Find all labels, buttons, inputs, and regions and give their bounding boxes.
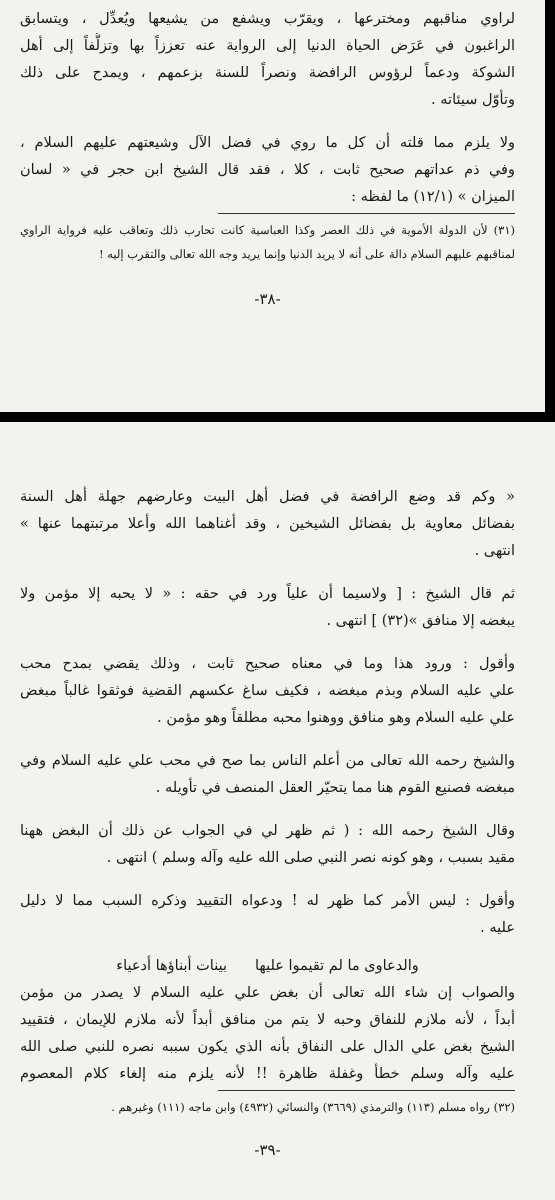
footnote-line: (٣١) لأن الدولة الأموية في ذلك العصر وكذا العباسية كانت تحارب ذلك وتعاقب عليه فرواية الراوي [20,223,515,237]
book-page-38 [0,0,545,412]
book-page-39 [0,422,555,1200]
footnote-line: لمناقبهم عليهم السلام دالة على أنه لا يريد الدنيا وإنما يريد وجه الله تعالى والتقرب إليه ! [98,247,515,261]
paragraph [20,651,515,732]
paragraph [20,818,515,872]
paragraph-continuation [20,6,515,114]
text-line: علي عليه السلام وهو منافق ووهنوا محبه مطلقاً وهو مؤمن . [157,710,515,726]
page-number: -٣٨- [254,290,281,308]
poetry-verse [20,952,515,980]
paragraph [20,748,515,802]
text-line: وأقول : ورود هذا وما في معناه صحيح ثابت ، وذلك يقضي بمدح محب [20,656,515,672]
text-line: أبداً ، لأنه ملازم للنفاق وحبه لا يتم من منافق أبداً لأنه ملازم للإيمان ، فتقييد [20,1012,515,1028]
text-line: وفي ذم عداتهم صحيح ثابت ، كلا ، فقد قال الشيخ ابن حجر في « لسان [20,162,515,178]
text-line: وقال الشيخ رحمه الله : ( ثم ظهر لي في الجواب عن ذلك أن البغض ههنا [20,823,515,839]
footnote [20,1095,515,1119]
paragraph [20,130,515,211]
paragraph [20,581,515,635]
text-line: الميزان » (١٢/١) ما لفظه : [351,189,515,205]
footnote [20,218,515,266]
paragraph [20,980,515,1088]
paragraph-quote [20,484,515,565]
text-line: ولا يلزم مما قلته أن كل ما روي في فضل الآل وشيعتهم عليهم السلام ، [20,135,515,151]
text-line: « وكم قد وضع الرافضة في فضل أهل البيت وعارضهم جهلة أهل السنة [20,489,515,505]
text-line: الراغبون في عَرَض الحياة الدنيا إلى الرواية عنه تعززاً بها وتزلُّفاً إلى أهل [20,38,515,54]
text-line: عليه . [480,920,515,936]
text-line: الشيخ بغض علي الدال على النفاق بأنه الذي يكون سببه نصره للنبي صلى الله [20,1039,515,1055]
text-line: وتأوّل سيئاته . [431,92,515,108]
text-line: بفضائل معاوية بل بفضائل الشيخين ، وقد أغناهما الله وأعلا مرتبتهما عنها » [20,516,515,532]
text-line: انتهى . [474,543,515,559]
footnote-line: (٣٢) رواه مسلم (١١٣) والترمذي (٣٦٦٩) والنسائي (٤٩٣٢) وابن ماجه (١١١) وغيرهم . [111,1100,515,1114]
paragraph [20,888,515,942]
text-line: يبغضه إلا منافق »(٣٢) ] انتهى . [326,613,515,629]
text-line: مبغضه فصنيع القوم هنا مما يتحيّر العقل المنصف في تأويله . [155,780,515,796]
footnote-divider [218,213,515,214]
verse-hemistich: والدعاوى ما لم تقيموا عليها [255,958,419,974]
text-line: عليه وآله وسلم خطأ وغفلة ظاهرة !! لأنه يلزم منه إلغاء كلام المعصوم [20,1066,515,1082]
text-line: الشوكة ودعماً لرؤوس الرافضة ونصراً للسنة بزعمهم ، ويمدح على ذلك [20,65,515,81]
text-line: لراوي مناقبهم ومخترعها ، ويقرّب ويشفع من يشيعها ويُعدِّل ، ويتسابق [20,11,515,27]
page-number: -٣٩- [254,1141,281,1159]
text-line: علي عليه السلام وبذم مبغضه ، فكيف ساغ عكسهم القضية فوثقوا غالباً مبغض [20,683,515,699]
text-line: والشيخ رحمه الله تعالى من أعلم الناس بما صح في محب علي عليه السلام وفي [20,753,515,769]
text-line: والصواب إن شاء الله تعالى أن بغض علي عليه السلام لا يصدر من مؤمن [20,985,515,1001]
footnote-divider [218,1090,515,1091]
text-line: ثم قال الشيخ : [ ولاسيما أن علياً ورد في حقه : « لا يحبه إلا مؤمن ولا [20,586,515,602]
text-line: وأقول : ليس الأمر كما ظهر له ! ودعواه التقييد وذكره السبب مما لا دليل [20,893,515,909]
verse-hemistich: بينات أبناؤها أدعياء [116,958,227,974]
text-line: مقيد بسبب ، وهو كونه نصر النبي صلى الله عليه وآله وسلم ) انتهى . [106,850,515,866]
